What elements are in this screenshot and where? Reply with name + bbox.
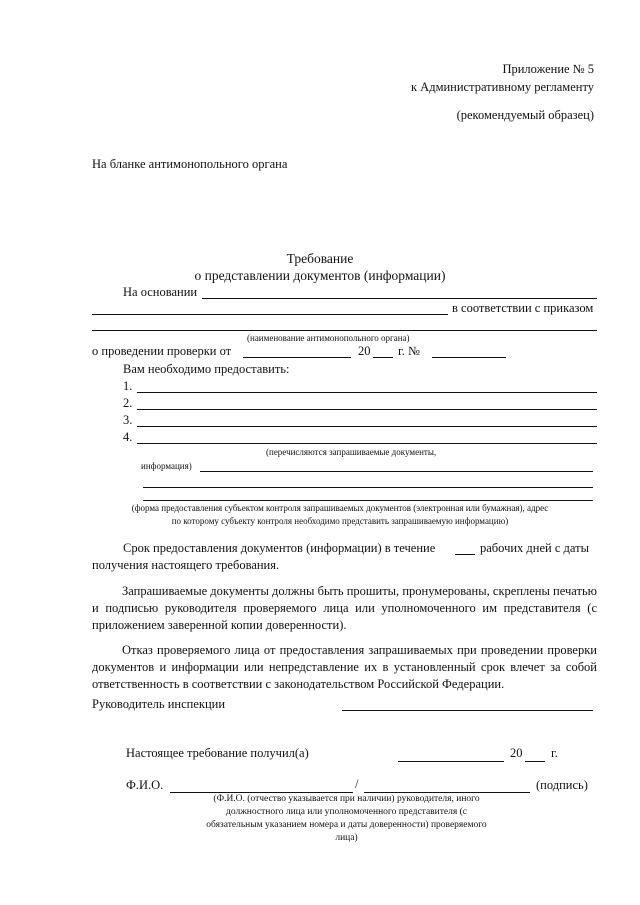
required-item-1-blank[interactable] — [137, 392, 597, 393]
basis-blank-2[interactable] — [92, 314, 448, 315]
basis-label: На основании — [123, 285, 198, 299]
binding-paragraph: Запрашиваемые документы должны быть прошиты, пронумерованы, скреплены печатью и подписью руководителя проверяемого лица или уполномоченного им представителя (с приложением заверенной копии доверенности). — [92, 584, 597, 632]
deadline-text-b: рабочих дней с даты — [480, 541, 589, 555]
fio-caption-line-3: обязательным указанием номера и даты доверенности) проверяемого — [206, 820, 487, 830]
inspection-number-blank[interactable] — [432, 357, 506, 358]
received-date-blank[interactable] — [398, 761, 504, 762]
basis-blank-1[interactable] — [202, 298, 597, 299]
required-item-1: 1. — [123, 379, 133, 393]
fio-signature-blank[interactable] — [364, 792, 530, 793]
letterhead-note: На бланке антимонопольного органа — [92, 157, 288, 171]
inspection-year-blank[interactable] — [373, 357, 393, 358]
basis-blank-3[interactable] — [92, 330, 597, 331]
received-label: Настоящее требование получил(а) — [126, 746, 309, 760]
required-item-4: 4. — [123, 430, 133, 444]
required-item-3: 3. — [123, 413, 133, 427]
received-year-suffix: г. — [551, 746, 558, 760]
form-caption-line-2: по которому субъекту контроля необходимо представить запрашиваемую информацию) — [171, 516, 509, 526]
regulation-reference: к Административному регламенту — [410, 80, 594, 94]
fio-blank[interactable] — [170, 792, 353, 793]
inspection-head-signature-blank[interactable] — [342, 710, 593, 711]
required-item-4-blank[interactable] — [137, 443, 597, 444]
fio-caption-line-4: лица) — [335, 833, 358, 843]
deadline-text-a: Срок предоставления документов (информации) в течение — [123, 541, 436, 555]
required-item-3-blank[interactable] — [137, 426, 597, 427]
required-item-2: 2. — [123, 396, 133, 410]
document-title: Требование — [286, 251, 354, 266]
accordance-text: в соответствии с приказом — [452, 301, 594, 315]
received-year-blank[interactable] — [525, 761, 545, 762]
required-intro: Вам необходимо предоставить: — [123, 362, 290, 376]
fio-slash: / — [355, 777, 359, 791]
authority-caption: (наименование антимонопольного органа) — [247, 333, 410, 343]
form-caption-line-1: (форма предоставления субъектом контроля запрашиваемых документов (электронная или бумажная), адрес — [131, 503, 549, 513]
form-blank-2[interactable] — [143, 487, 593, 488]
inspection-date-blank[interactable] — [243, 357, 351, 358]
recommended-sample: (рекомендуемый образец) — [456, 108, 594, 122]
fio-caption-line-2: должностного лица или уполномоченного представителя (с — [226, 807, 467, 817]
deadline-text-c: получения настоящего требования. — [92, 558, 280, 572]
form-blank-3[interactable] — [143, 500, 593, 501]
inspection-head-label: Руководитель инспекции — [92, 697, 226, 711]
appendix-number: Приложение № 5 — [502, 62, 594, 76]
refusal-paragraph: Отказ проверяемого лица от предоставления запрашиваемых при проведении проверки документов и информации или непредставление их в установленный срок влечет за собой ответственность в соответствии с законодательством Российской Федерации. — [92, 643, 597, 691]
inspection-number-label: г. № — [398, 344, 420, 358]
required-item-2-blank[interactable] — [137, 409, 597, 410]
fio-caption-line-1: (Ф.И.О. (отчество указывается при наличии) руководителя, иного — [213, 794, 480, 804]
signature-label: (подпись) — [536, 778, 588, 792]
received-year-prefix: 20 — [510, 746, 523, 760]
document-subtitle: о представлении документов (информации) — [194, 268, 446, 283]
inspection-year-prefix: 20 — [358, 344, 371, 358]
fio-label: Ф.И.О. — [126, 778, 164, 792]
form-blank-1[interactable] — [200, 471, 593, 472]
deadline-days-blank[interactable] — [455, 554, 475, 555]
inspection-date-label: о проведении проверки от — [92, 344, 232, 358]
required-caption: (перечисляются запрашиваемые документы, — [266, 447, 437, 457]
required-caption-cont: информация) — [141, 461, 192, 471]
